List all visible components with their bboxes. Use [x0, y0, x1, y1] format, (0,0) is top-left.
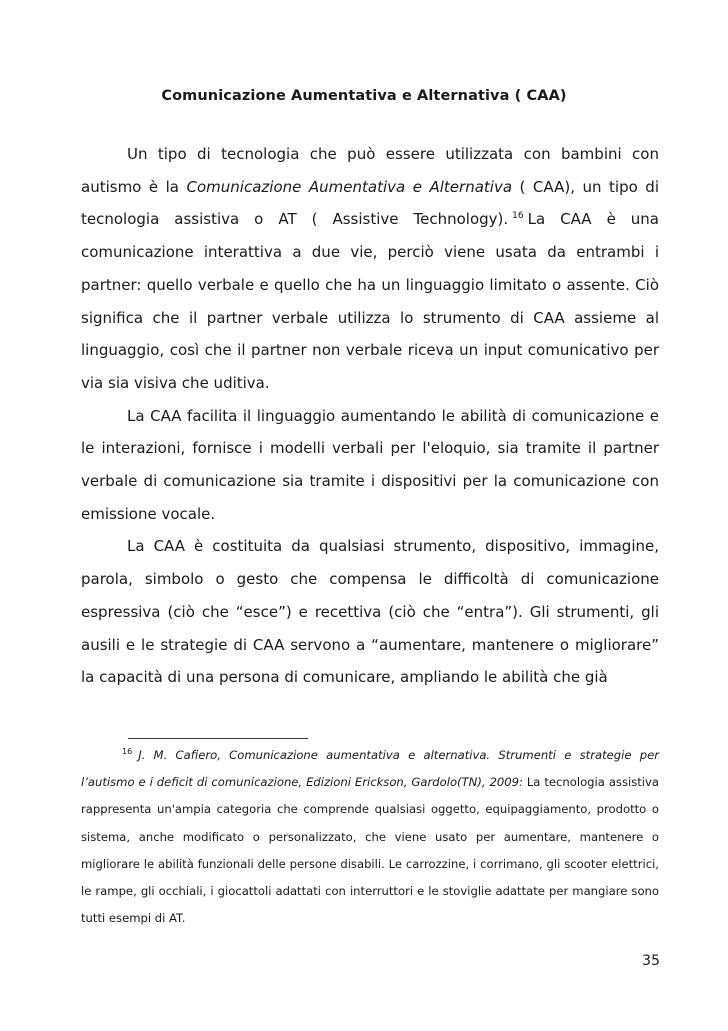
paragraph-1-italic-term: Comunicazione Aumentativa e Alternativa	[186, 177, 513, 196]
footnote-reference[interactable]: 16	[512, 211, 524, 222]
paragraph-1-text-a: Un tipo di tecnologia che può essere utilizzata con bambini con autismo è la	[81, 145, 659, 196]
paragraph-1-text-b: ( CAA), un tipo di tecnologia assistiva o AT ( Assistive Technology).	[81, 177, 659, 229]
page-title: Comunicazione Aumentativa e Alternativa ( CAA)	[161, 88, 567, 104]
footnote-divider	[128, 738, 308, 739]
paragraph-1	[81, 138, 659, 400]
body-text	[81, 138, 659, 694]
footnote-paragraph	[81, 742, 659, 932]
paragraph-3: La CAA è costituita da qualsiasi strumento, dispositivo, immagine, parola, simbolo o gesto che compensa le difficoltà di comunicazione espressiva (ciò che “esce”) e recettiva (ciò che “entra”). Gli strumenti, gli ausili e le strategie di CAA servono a “aumentare, mantenere o migliorare” la capacità di una persona di comunicare, ampliando le abilità che già	[81, 537, 659, 687]
footnote	[81, 742, 659, 932]
paragraph-2: La CAA facilita il linguaggio aumentando le abilità di comunicazione e le interazioni, fornisce i modelli verbali per l'eloquio, sia tramite il partner verbale di comunicazione sia tramite i dispositivi per la comunicazione con emissione vocale.	[81, 406, 659, 523]
footnote-text: La tecnologia assistiva rappresenta un'ampia categoria che comprende qualsiasi oggetto, equipaggiamento, prodotto o sistema, anche modificato o personalizzato, che viene usato per aumentare, mantenere o migliorare le abilità funzionali delle persone disabili. Le carrozzine, i corrimano, gli scooter elettrici, le rampe, gli occhiali, i giocattoli adattati con interruttori e le stoviglie adattate per mangiare sono tutti esempi di AT.	[81, 775, 659, 926]
paragraph-1-text-c: La CAA è una comunicazione interattiva a due vie, perciò viene usata da entrambi i partner: quello verbale e quello che ha un linguaggio limitato o assente. Ciò significa che il partner verbale utilizza lo strumento di CAA assieme al linguaggio, così che il partner non verbale riceva un input comunicativo per via sia visiva che uditiva.	[81, 210, 660, 392]
footnote-number: 16	[122, 747, 133, 757]
page-number: 35	[642, 953, 660, 969]
footnote-citation: J. M. Cafiero, Comunicazione aumentativa e alternativa. Strumenti e strategie per l’autismo e i deficit di comunicazione, Edizioni Erickson, Gardolo(TN), 2009:	[81, 748, 659, 790]
